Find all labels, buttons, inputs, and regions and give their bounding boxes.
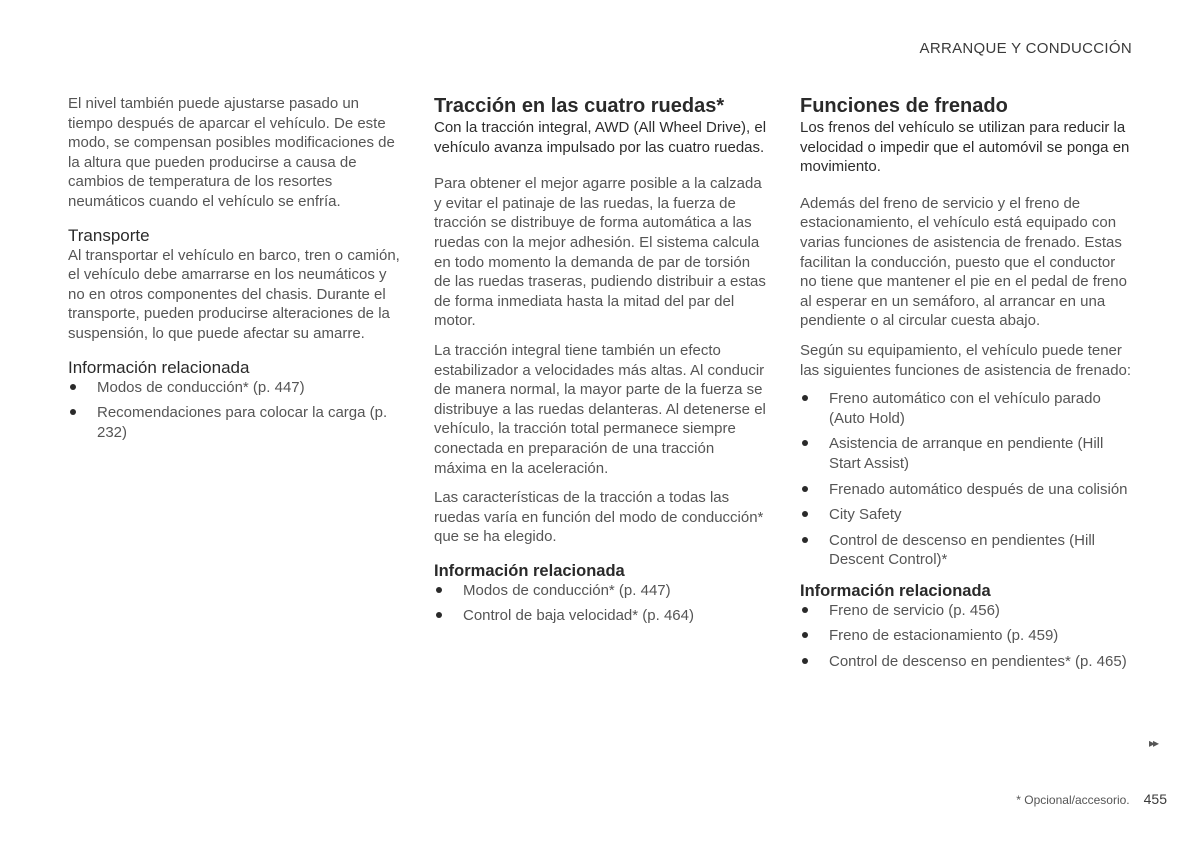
list-item[interactable] [68,378,403,398]
related-info-heading: Información relacionada [68,357,250,377]
related-link[interactable]: Recomendaciones para colocar la carga (p. 232) [97,404,388,441]
transport-heading: Transporte [68,225,150,245]
bullet-icon [802,607,808,613]
bullet-icon [70,409,76,415]
lead-paragraph: Con la tracción integral, AWD (All Wheel Drive), el vehículo avanza impulsado por las cuatro ruedas. [434,119,767,156]
bullet-icon [70,384,76,390]
related-info-list [68,378,403,443]
body-paragraph: Las características de la tracción a todas las ruedas varía en función del modo de conducción* que se ha elegido. [434,489,764,546]
related-link[interactable]: Control de descenso en pendientes* (p. 465) [829,653,1127,671]
transport-paragraph: Al transportar el vehículo en barco, tren o camión, el vehículo debe amarrarse en los neumáticos y no en otros componentes del chasis. Durante el transporte, pueden producirse alteraciones de la suspensión, lo que puede afectar su amarre. [68,246,400,342]
bullet-icon [802,658,808,664]
bullet-icon [436,612,442,618]
continue-arrows-icon: ▸▸ [1149,736,1158,750]
bullet-icon [436,587,442,593]
list-item[interactable] [800,626,1135,646]
section-header: ARRANQUE Y CONDUCCIÓN [919,40,1132,57]
function-label: Asistencia de arranque en pendiente (Hill Start Assist) [829,435,1104,472]
page-number: 455 [1143,791,1167,807]
function-label: City Safety [829,506,902,524]
body-paragraph: La tracción integral tiene también un efecto estabilizador a velocidades más altas. Al conducir de manera normal, la mayor parte de la fuerza se distribuye a las ruedas delanteras. Al detenerse el vehículo, la tracción total permanece siempre conectada en preparación de una tracción máxima en la aceleración. [434,341,766,477]
footnote: * Opcional/accesorio. [1016,793,1130,807]
list-item[interactable] [800,652,1135,672]
bullet-icon [802,395,808,401]
related-link[interactable]: Freno de servicio (p. 456) [829,601,1000,619]
related-info-list [434,581,770,626]
function-label: Frenado automático después de una colisión [829,480,1128,498]
related-link[interactable]: Modos de conducción* (p. 447) [97,378,305,396]
related-info-heading: Información relacionada [434,561,625,580]
bullet-icon [802,486,808,492]
lead-paragraph: Los frenos del vehículo se utilizan para reducir la velocidad o impedir que el automóvil se ponga en movimiento. [800,119,1130,176]
related-info-heading: Información relacionada [800,581,991,600]
list-item[interactable] [68,403,403,442]
related-link[interactable]: Freno de estacionamiento (p. 459) [829,627,1059,645]
body-paragraph: Según su equipamiento, el vehículo puede tener las siguientes funciones de asistencia de frenado: [800,341,1132,379]
body-paragraph: Para obtener el mejor agarre posible a la calzada y evitar el patinaje de las ruedas, la fuerza de tracción se distribuye de forma automática a las ruedas con la mejor adhesión. El sistema calcula en todo momento la demanda de par de torsión de las ruedas traseras, pudiendo distribuir a estas de forma inmediata hasta la mitad del par del motor. [434,175,766,330]
related-link[interactable]: Modos de conducción* (p. 447) [463,581,671,599]
bullet-icon [802,632,808,638]
bullet-icon [802,537,808,543]
section-title-braking: Funciones de frenado [800,95,1008,117]
list-item [800,389,1135,428]
column-left [68,94,403,448]
list-item[interactable] [434,606,770,626]
column-right [800,94,1135,678]
section-title-awd: Tracción en las cuatro ruedas* [434,95,725,117]
function-label: Control de descenso en pendientes (Hill Descent Control)* [829,531,1095,569]
list-item [800,531,1135,570]
bullet-icon [802,511,808,517]
brake-functions-list [800,389,1135,570]
body-paragraph: Además del freno de servicio y el freno de estacionamiento, el vehículo está equipado con varias funciones de asistencia de frenado. Estas facilitan la conducción, puesto que el conductor no tiene que mantener el pie en el pedal de freno al esperar en un semáforo, al arrancar en una pendiente o al circular cuesta abajo. [800,194,1127,330]
list-item [800,505,1135,525]
intro-paragraph: El nivel también puede ajustarse pasado un tiempo después de aparcar el vehículo. De este modo, se compensan posibles modificaciones de la altura que pueden producirse a causa de cambios de temperatura de los resortes neumáticos cuando el vehículo se enfría. [68,95,395,210]
related-info-list [800,601,1135,672]
related-link[interactable]: Control de baja velocidad* (p. 464) [463,607,694,625]
page-footer [1016,791,1167,807]
column-middle [434,94,770,632]
list-item[interactable] [434,581,770,601]
function-label: Freno automático con el vehículo parado (Auto Hold) [829,390,1101,427]
list-item [800,480,1135,500]
list-item [800,434,1135,473]
list-item[interactable] [800,601,1135,621]
bullet-icon [802,440,808,446]
